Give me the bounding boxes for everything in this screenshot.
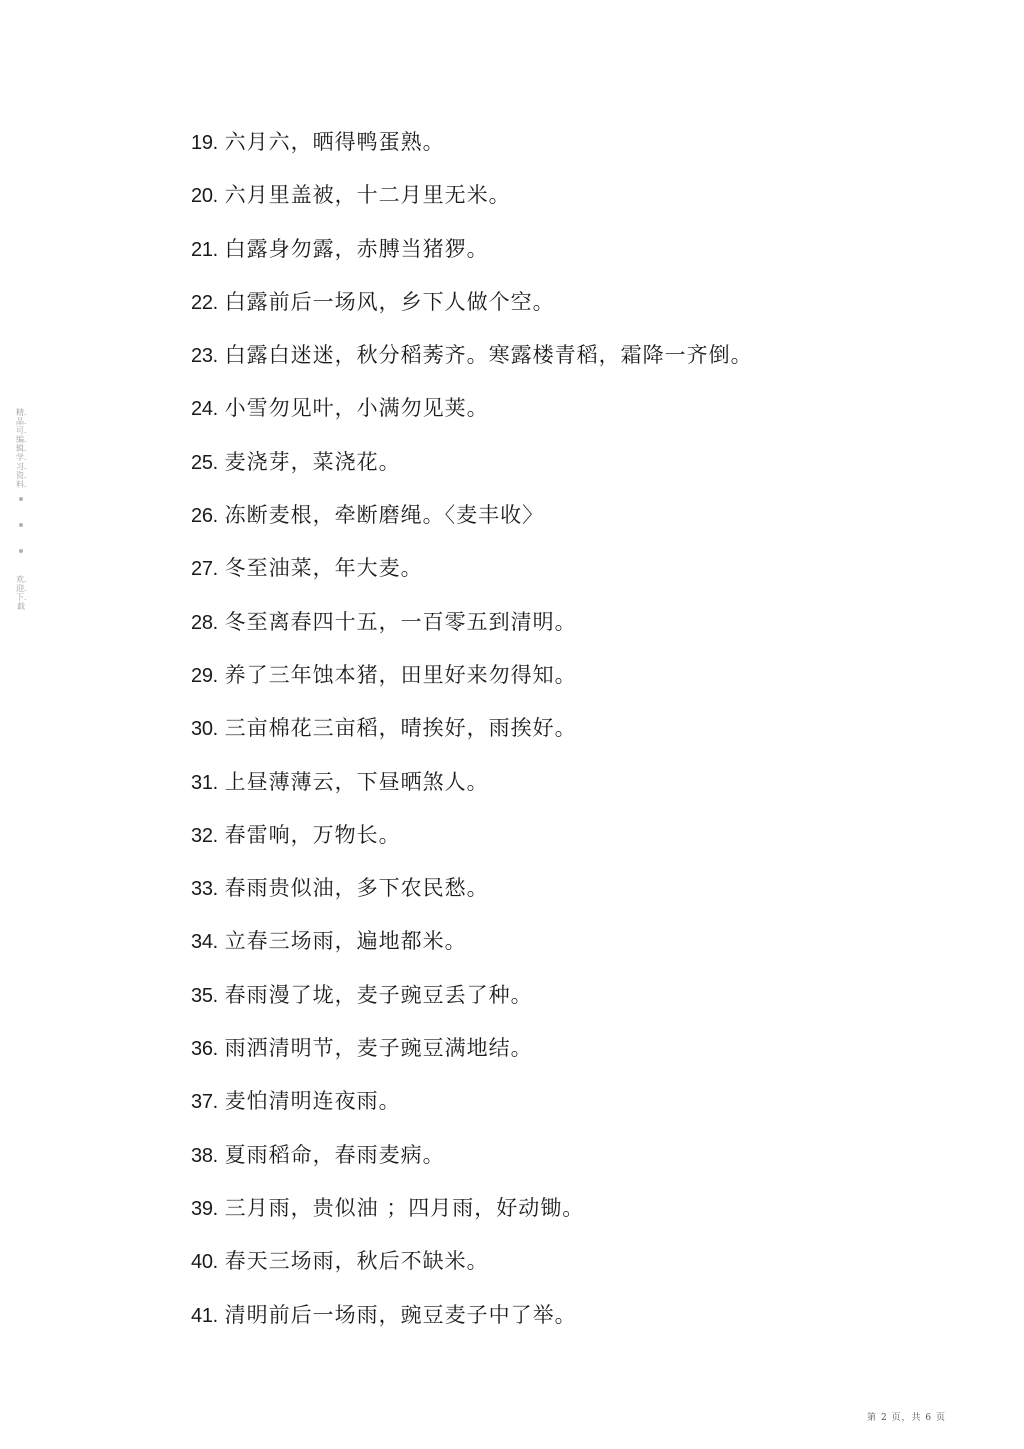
proverb-number: 41. xyxy=(191,1304,218,1327)
proverb-text: 白露身勿露，赤膊当猪猡。 xyxy=(224,236,489,261)
proverb-number: 25. xyxy=(191,451,218,474)
proverb-item xyxy=(191,868,753,921)
proverb-text: 小雪勿见叶，小满勿见荚。 xyxy=(224,396,489,421)
proverb-item xyxy=(191,1241,753,1294)
proverb-number: 19. xyxy=(191,132,218,154)
proverb-item xyxy=(191,442,753,495)
proverb-text: 白露前后一场风，乡下人做个空。 xyxy=(224,289,555,314)
proverb-number: 26. xyxy=(191,505,218,528)
proverb-text: 麦浇芽，菜浇花。 xyxy=(224,449,401,474)
proverb-number: 32. xyxy=(191,824,218,847)
proverb-item xyxy=(191,602,753,655)
proverb-item xyxy=(191,1295,753,1348)
proverb-text: 立春三场雨，遍地都米。 xyxy=(224,929,467,954)
watermark-dot xyxy=(19,549,23,553)
proverb-text: 冬至离春四十五，一百零五到清明。 xyxy=(224,609,577,634)
proverb-item xyxy=(191,388,753,441)
proverb-number: 29. xyxy=(191,664,218,687)
proverb-text: 白露白迷迷，秋分稻莠齐。寒露楼青稻，霜降一齐倒。 xyxy=(224,343,753,368)
proverb-number: 22. xyxy=(191,291,218,314)
proverb-text: 六月里盖被，十二月里无米。 xyxy=(224,183,511,208)
proverb-number: 31. xyxy=(191,771,218,794)
proverb-number: 38. xyxy=(191,1144,218,1167)
proverb-item xyxy=(191,708,753,761)
proverb-text: 六月六，晒得鸭蛋熟。 xyxy=(224,130,445,154)
proverb-list xyxy=(191,122,753,1348)
proverb-number: 27. xyxy=(191,558,218,581)
proverb-text: 春雨漫了垅，麦子豌豆丢了种。 xyxy=(224,982,533,1007)
watermark-dot xyxy=(19,523,23,527)
proverb-item xyxy=(191,762,753,815)
proverb-text: 雨洒清明节，麦子豌豆满地结。 xyxy=(224,1036,533,1061)
proverb-text: 冬至油菜，年大麦。 xyxy=(224,556,423,581)
proverb-text: 冻断麦根，牵断磨绳。〈麦丰收〉 xyxy=(224,503,545,528)
proverb-text: 养了三年蚀本猪，田里好来勿得知。 xyxy=(224,662,577,687)
proverb-text: 清明前后一场雨，豌豆麦子中了举。 xyxy=(224,1302,577,1327)
proverb-number: 40. xyxy=(191,1251,218,1274)
proverb-item xyxy=(191,655,753,708)
proverb-text: 春雨贵似油，多下农民愁。 xyxy=(224,876,489,901)
watermark-dots xyxy=(14,489,28,553)
proverb-number: 23. xyxy=(191,345,218,368)
proverb-item xyxy=(191,1135,753,1188)
proverb-item xyxy=(191,122,753,175)
proverb-text: 夏雨稻命，春雨麦病。 xyxy=(224,1142,445,1167)
proverb-item xyxy=(191,548,753,601)
proverb-number: 33. xyxy=(191,878,218,901)
proverb-number: 34. xyxy=(191,931,218,954)
watermark-dot xyxy=(19,497,23,501)
proverb-number: 24. xyxy=(191,398,218,421)
proverb-text: 春天三场雨，秋后不缺米。 xyxy=(224,1249,489,1274)
proverb-number: 21. xyxy=(191,238,218,261)
proverb-item xyxy=(191,975,753,1028)
proverb-text: 三月雨，贵似油 ；四月雨，好动锄。 xyxy=(224,1195,585,1220)
proverb-item xyxy=(191,335,753,388)
proverb-text: 麦怕清明连夜雨。 xyxy=(224,1089,401,1114)
proverb-item xyxy=(191,921,753,974)
proverb-item xyxy=(191,1188,753,1241)
proverb-number: 36. xyxy=(191,1038,218,1061)
watermark-bottom-text: 欢.迎.下.载 xyxy=(16,575,27,611)
proverb-number: 37. xyxy=(191,1091,218,1114)
proverb-text: 上昼薄薄云，下昼晒煞人。 xyxy=(224,769,489,794)
side-watermark xyxy=(14,408,28,611)
proverb-item xyxy=(191,282,753,335)
proverb-item xyxy=(191,495,753,548)
proverb-text: 三亩棉花三亩稻，晴挨好，雨挨好。 xyxy=(224,716,577,741)
watermark-top-text: 精.品.可.编.辑.学.习.资.料. xyxy=(16,408,27,489)
proverb-number: 35. xyxy=(191,984,218,1007)
proverb-item xyxy=(191,175,753,228)
proverb-number: 39. xyxy=(191,1197,218,1220)
proverb-item xyxy=(191,815,753,868)
proverb-text: 春雷响，万物长。 xyxy=(224,822,401,847)
proverb-number: 30. xyxy=(191,718,218,741)
proverb-number: 28. xyxy=(191,611,218,634)
proverb-item xyxy=(191,1028,753,1081)
proverb-item xyxy=(191,229,753,282)
proverb-number: 20. xyxy=(191,185,218,208)
proverb-item xyxy=(191,1081,753,1134)
page-number-footer: 第 2 页，共 6 页 xyxy=(867,1413,946,1423)
